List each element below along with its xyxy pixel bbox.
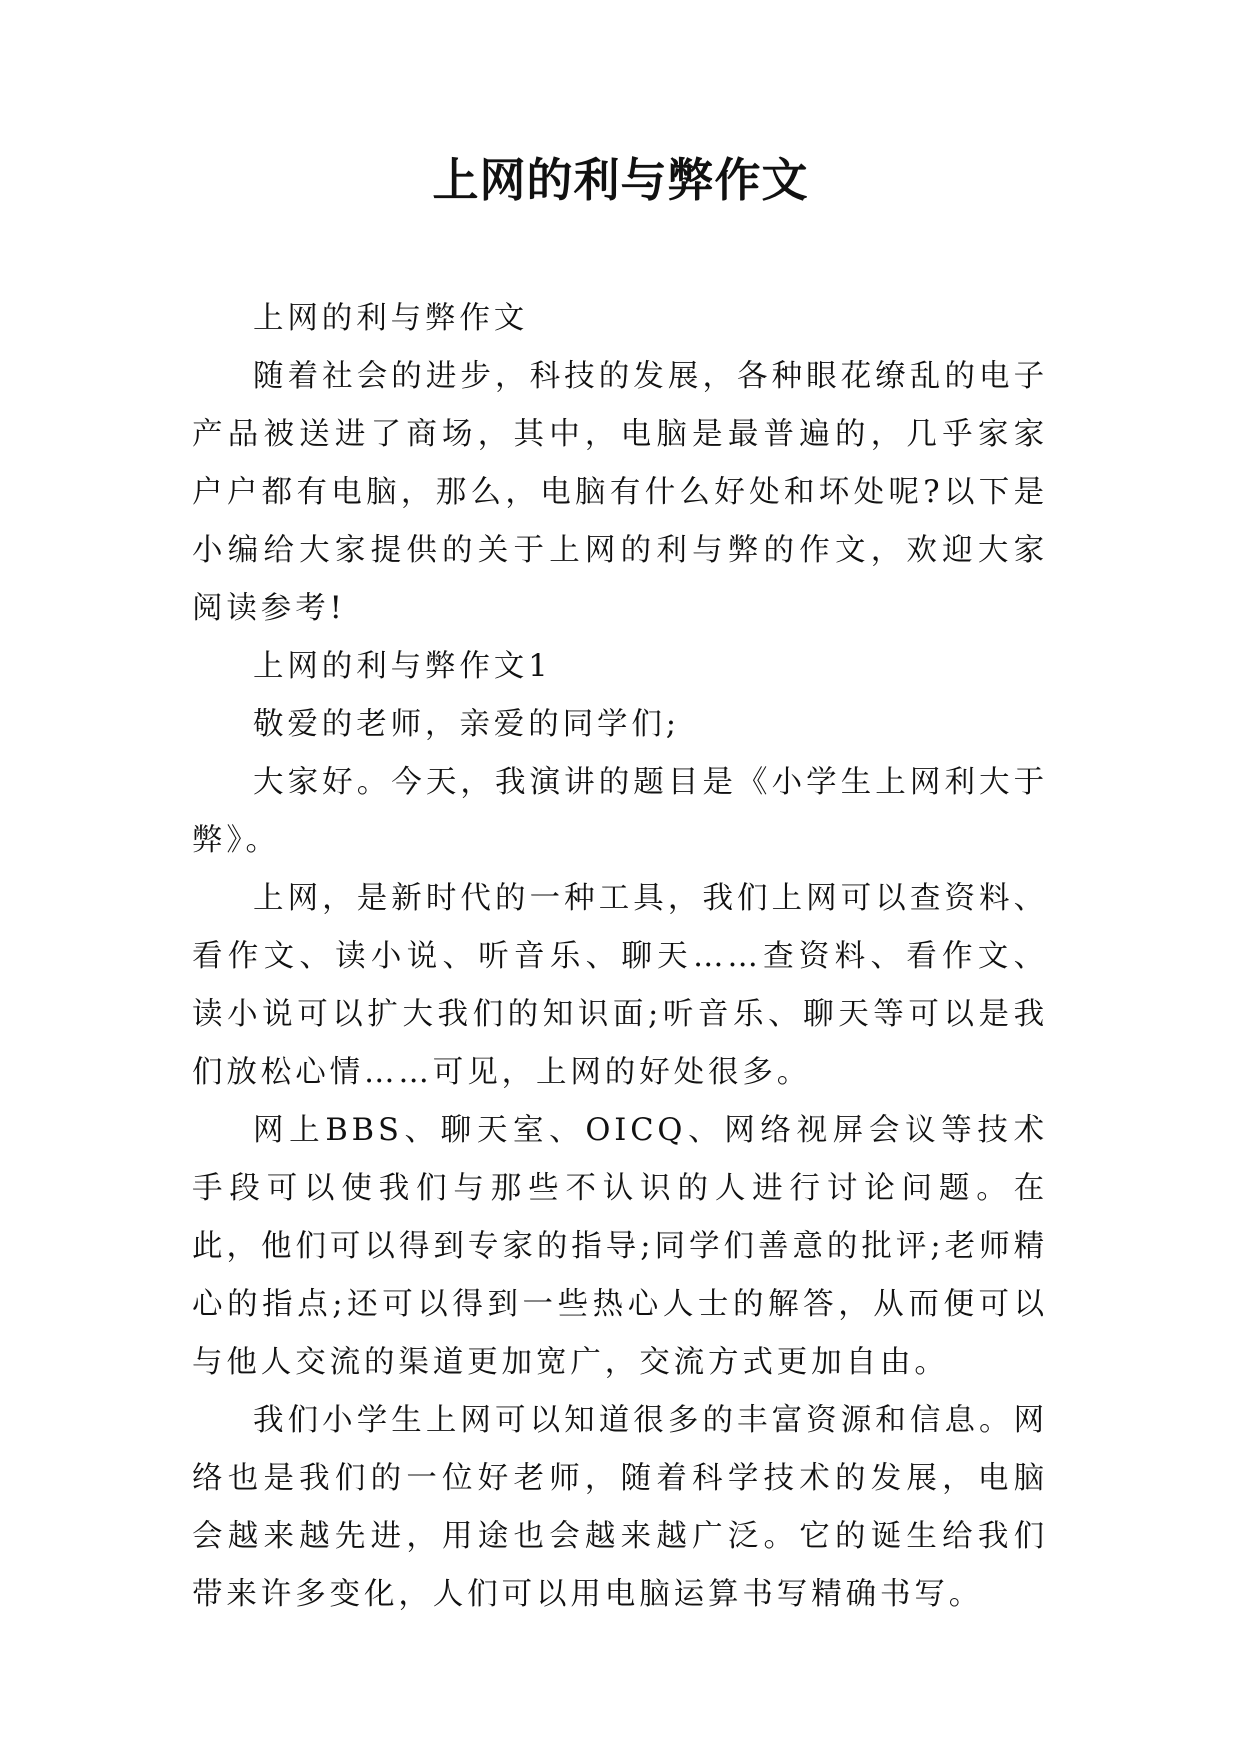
paragraph-intro: 随着社会的进步，科技的发展，各种眼花缭乱的电子产品被送进了商场，其中，电脑是最普遍的，几乎家家户户都有电脑，那么，电脑有什么好处和坏处呢?以下是小编给大家提供的关于上网的利与弊的作文，欢迎大家阅读参考! [192, 359, 1048, 626]
paragraph-resources: 我们小学生上网可以知道很多的丰富资源和信息。网络也是我们的一位好老师，随着科学技术的发展，电脑会越来越先进，用途也会越来越广泛。它的诞生给我们带来许多变化，人们可以用电脑运算书写精确书写。 [192, 1403, 1048, 1612]
paragraph-salutation: 敬爱的老师，亲爱的同学们; [253, 707, 680, 742]
paragraph-communication: 网上BBS、聊天室、OICQ、网络视屏会议等技术手段可以使我们与那些不认识的人进行讨论问题。在此，他们可以得到专家的指导;同学们善意的批评;老师精心的指点;还可以得到一些热心人士的解答，从而便可以与他人交流的渠道更加宽广，交流方式更加自由。 [192, 1113, 1048, 1380]
paragraph-subtitle: 上网的利与弊作文 [253, 301, 529, 336]
document-title: 上网的利与弊作文 [432, 153, 809, 207]
paragraph-greeting: 大家好。今天，我演讲的题目是《小学生上网利大于弊》。 [192, 765, 1048, 858]
paragraph-essay-heading: 上网的利与弊作文1 [253, 649, 552, 684]
paragraph-benefits: 上网，是新时代的一种工具，我们上网可以查资料、看作文、读小说、听音乐、聊天……查资料、看作文、读小说可以扩大我们的知识面;听音乐、聊天等可以是我们放松心情……可见，上网的好处很多。 [192, 881, 1048, 1090]
document-body [192, 290, 1048, 1624]
